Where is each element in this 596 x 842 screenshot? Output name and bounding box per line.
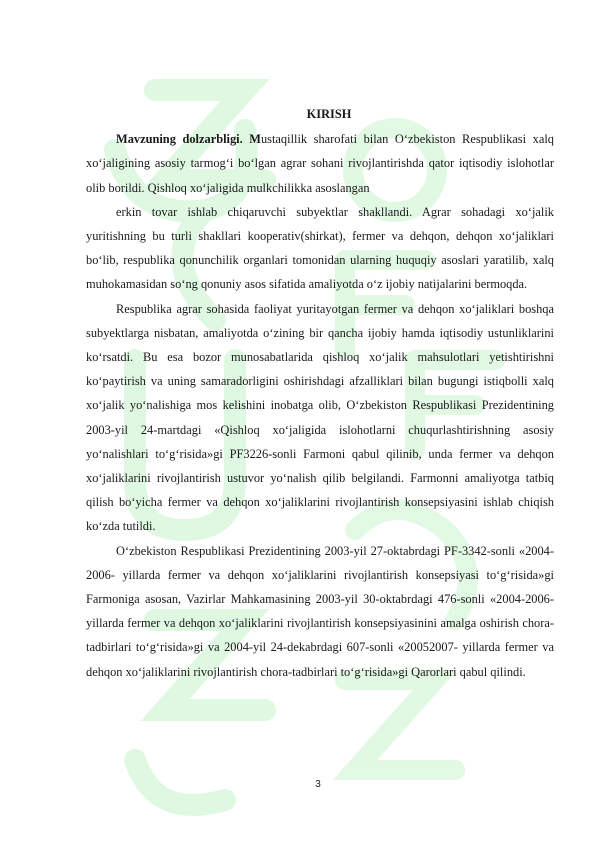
paragraph-decrees: O‘zbekiston Respublikasi Prezidentining 2003-yil 27-oktabrdagi PF-3342-sonli «2004-2006- yillarda fermer va dehqon xo‘jaliklarini rivojlantirish konsepsiyasi to‘g‘risida»gi Farmoniga asosan, Vazirlar Mahkamasining 2003-yil 30-oktabrdagi 476-sonli «2004-2006- yillarda fermer va dehqon xo‘jaliklarini rivojlantirish konsepsiyasinini amalga oshirish chora-tadbirlari to‘g‘risida»gi va 2004-yil 24-dekabrdagi 607-sonli «20052007- yillarda fermer va dehqon xo‘jaliklarini rivojlantirish chora-tadbirlari to‘g‘risida»gi Qarorlari qabul qilindi.	[86, 543, 554, 679]
page-title: KIRISH	[306, 107, 352, 121]
relevance-lead: Mavzuning dolzarbligi. M	[116, 132, 261, 147]
paragraph-intro	[86, 127, 554, 200]
document-page	[86, 102, 554, 684]
paragraph-subjects: erkin tovar ishlab chiqaruvchi subyektlar shakllandi. Agrar sohadagi xo‘jalik yuritishning bu turli shakllari kooperativ(shirkat), fermer va dehqon, dehqon xo‘jaliklari bo‘lib, respublika qonunchilik organlari tomonidan ularning huquqiy asoslari yaratilib, xalq muhokamasidan so‘ng qonuniy asos sifatida amaliyotda o‘z ijobiy natijalarini bermoqda.	[86, 204, 554, 292]
paragraph-text: ustaqillik sharofati bilan O‘zbekiston Respublikasi xalq xo‘jaligining asosiy tarmog‘i bo‘lgan agrar sohani rivojlantirishda qator iqtisodiy islohotlar olib borildi. Qishloq xo‘jaligida mulkchilikka asoslangan	[86, 132, 554, 195]
paragraph-farmers: Respublika agrar sohasida faoliyat yuritayotgan fermer va dehqon xo‘jaliklari boshqa subyektlarga nisbatan, amaliyotda o‘zining bir qancha ijobiy hamda iqtisodiy ustunliklarini ko‘rsatdi. Bu esa bozor munosabatlarida qishloq xo‘jalik mahsulotlari yetishtirishni ko‘paytirish va uning samaradorligini oshirishdagi afzalliklari bilan bugungi istiqbolli xalq xo‘jalik yo‘nalishiga mos kelishini inobatga olib, O‘zbekiston Respublikasi Prezidentining 2003-yil 24-martdagi «Qishloq xo‘jaligida islohotlarni chuqurlashtirishning asosiy yo‘nalishlari to‘g‘risida»gi PF3226-sonli Farmoni qabul qilinib, unda fermer va dehqon xo‘jaliklarini rivojlantirish ustuvor yo‘nalish qilib belgilandi. Farmonni amaliyotga tatbiq qilish bo‘yicha fermer va dehqon xo‘jaliklarini rivojlantirish konsepsiyasini ishlab chiqish ko‘zda tutildi.	[86, 301, 554, 534]
page-number: 3	[315, 779, 321, 790]
